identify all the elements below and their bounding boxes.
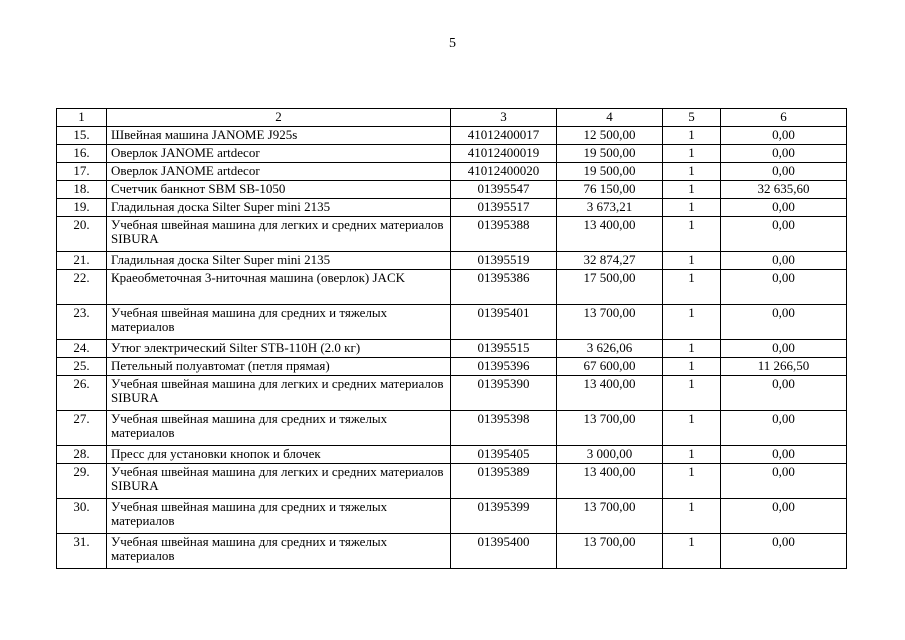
- item-name: Утюг электрический Silter STB-110H (2.0 кг): [107, 340, 451, 358]
- table-row: [57, 499, 847, 534]
- item-quantity: 1: [663, 145, 721, 163]
- item-cost: 17 500,00: [557, 270, 663, 305]
- row-number: 16.: [57, 145, 107, 163]
- table-header-row: [57, 109, 847, 127]
- item-cost: 67 600,00: [557, 358, 663, 376]
- row-number: 28.: [57, 446, 107, 464]
- column-header: 3: [451, 109, 557, 127]
- inventory-number: 01395517: [451, 199, 557, 217]
- table-row: [57, 199, 847, 217]
- table-row: [57, 411, 847, 446]
- item-cost: 76 150,00: [557, 181, 663, 199]
- column-header: 5: [663, 109, 721, 127]
- inventory-number: 01395400: [451, 534, 557, 569]
- item-cost: 13 400,00: [557, 464, 663, 499]
- item-quantity: 1: [663, 446, 721, 464]
- item-quantity: 1: [663, 252, 721, 270]
- table-row: [57, 376, 847, 411]
- row-number: 20.: [57, 217, 107, 252]
- row-number: 15.: [57, 127, 107, 145]
- residual-value: 11 266,50: [721, 358, 847, 376]
- item-quantity: 1: [663, 534, 721, 569]
- residual-value: 0,00: [721, 145, 847, 163]
- residual-value: 32 635,60: [721, 181, 847, 199]
- item-name: Учебная швейная машина для средних и тяжелых материалов: [107, 305, 451, 340]
- inventory-table: [56, 108, 847, 569]
- inventory-number: 41012400019: [451, 145, 557, 163]
- row-number: 26.: [57, 376, 107, 411]
- row-number: 19.: [57, 199, 107, 217]
- residual-value: 0,00: [721, 252, 847, 270]
- item-cost: 19 500,00: [557, 163, 663, 181]
- item-cost: 13 700,00: [557, 534, 663, 569]
- residual-value: 0,00: [721, 163, 847, 181]
- table-row: [57, 145, 847, 163]
- inventory-number: 01395399: [451, 499, 557, 534]
- column-header: 1: [57, 109, 107, 127]
- item-quantity: 1: [663, 411, 721, 446]
- item-quantity: 1: [663, 127, 721, 145]
- inventory-number: 01395547: [451, 181, 557, 199]
- residual-value: 0,00: [721, 376, 847, 411]
- column-header: 4: [557, 109, 663, 127]
- item-cost: 32 874,27: [557, 252, 663, 270]
- inventory-number: 01395401: [451, 305, 557, 340]
- item-name: Пресс для установки кнопок и блочек: [107, 446, 451, 464]
- item-quantity: 1: [663, 305, 721, 340]
- inventory-number: 01395388: [451, 217, 557, 252]
- item-cost: 3 673,21: [557, 199, 663, 217]
- item-name: Учебная швейная машина для легких и средних материалов SIBURA: [107, 464, 451, 499]
- item-cost: 13 700,00: [557, 305, 663, 340]
- item-cost: 19 500,00: [557, 145, 663, 163]
- inventory-number: 41012400020: [451, 163, 557, 181]
- item-quantity: 1: [663, 340, 721, 358]
- inventory-number: 41012400017: [451, 127, 557, 145]
- item-cost: 13 700,00: [557, 411, 663, 446]
- item-cost: 12 500,00: [557, 127, 663, 145]
- table-row: [57, 464, 847, 499]
- table-row: [57, 163, 847, 181]
- inventory-number: 01395390: [451, 376, 557, 411]
- column-header: 6: [721, 109, 847, 127]
- row-number: 30.: [57, 499, 107, 534]
- inventory-number: 01395389: [451, 464, 557, 499]
- item-quantity: 1: [663, 163, 721, 181]
- table-row: [57, 252, 847, 270]
- item-cost: 3 000,00: [557, 446, 663, 464]
- item-name: Краеобметочная 3-ниточная машина (оверлок) JACK: [107, 270, 451, 305]
- inventory-number: 01395515: [451, 340, 557, 358]
- residual-value: 0,00: [721, 305, 847, 340]
- item-quantity: 1: [663, 358, 721, 376]
- item-quantity: 1: [663, 217, 721, 252]
- inventory-number: 01395386: [451, 270, 557, 305]
- item-quantity: 1: [663, 181, 721, 199]
- item-name: Учебная швейная машина для легких и средних материалов SIBURA: [107, 217, 451, 252]
- item-name: Учебная швейная машина для средних и тяжелых материалов: [107, 411, 451, 446]
- residual-value: 0,00: [721, 534, 847, 569]
- table-row: [57, 217, 847, 252]
- inventory-number: 01395396: [451, 358, 557, 376]
- residual-value: 0,00: [721, 340, 847, 358]
- item-quantity: 1: [663, 376, 721, 411]
- table-row: [57, 340, 847, 358]
- item-name: Оверлок JANOME artdecor: [107, 163, 451, 181]
- table-row: [57, 181, 847, 199]
- item-cost: 13 400,00: [557, 376, 663, 411]
- row-number: 17.: [57, 163, 107, 181]
- inventory-number: 01395398: [451, 411, 557, 446]
- inventory-number: 01395405: [451, 446, 557, 464]
- residual-value: 0,00: [721, 464, 847, 499]
- row-number: 24.: [57, 340, 107, 358]
- item-quantity: 1: [663, 464, 721, 499]
- residual-value: 0,00: [721, 270, 847, 305]
- table-row: [57, 534, 847, 569]
- residual-value: 0,00: [721, 499, 847, 534]
- row-number: 23.: [57, 305, 107, 340]
- page-number: 5: [449, 36, 456, 51]
- item-name: Гладильная доска Silter Super mini 2135: [107, 199, 451, 217]
- table-row: [57, 358, 847, 376]
- residual-value: 0,00: [721, 127, 847, 145]
- column-header: 2: [107, 109, 451, 127]
- item-name: Петельный полуавтомат (петля прямая): [107, 358, 451, 376]
- row-number: 27.: [57, 411, 107, 446]
- item-quantity: 1: [663, 499, 721, 534]
- table-row: [57, 127, 847, 145]
- item-cost: 13 400,00: [557, 217, 663, 252]
- row-number: 18.: [57, 181, 107, 199]
- row-number: 31.: [57, 534, 107, 569]
- residual-value: 0,00: [721, 217, 847, 252]
- table-row: [57, 270, 847, 305]
- row-number: 29.: [57, 464, 107, 499]
- item-cost: 13 700,00: [557, 499, 663, 534]
- inventory-number: 01395519: [451, 252, 557, 270]
- item-quantity: 1: [663, 199, 721, 217]
- residual-value: 0,00: [721, 411, 847, 446]
- item-name: Швейная машина JANOME J925s: [107, 127, 451, 145]
- table-row: [57, 446, 847, 464]
- item-name: Счетчик банкнот SBM SB-1050: [107, 181, 451, 199]
- item-name: Оверлок JANOME artdecor: [107, 145, 451, 163]
- item-name: Учебная швейная машина для средних и тяжелых материалов: [107, 534, 451, 569]
- row-number: 21.: [57, 252, 107, 270]
- table-row: [57, 305, 847, 340]
- row-number: 25.: [57, 358, 107, 376]
- item-cost: 3 626,06: [557, 340, 663, 358]
- row-number: 22.: [57, 270, 107, 305]
- item-name: Учебная швейная машина для легких и средних материалов SIBURA: [107, 376, 451, 411]
- item-name: Учебная швейная машина для средних и тяжелых материалов: [107, 499, 451, 534]
- item-quantity: 1: [663, 270, 721, 305]
- residual-value: 0,00: [721, 446, 847, 464]
- item-name: Гладильная доска Silter Super mini 2135: [107, 252, 451, 270]
- residual-value: 0,00: [721, 199, 847, 217]
